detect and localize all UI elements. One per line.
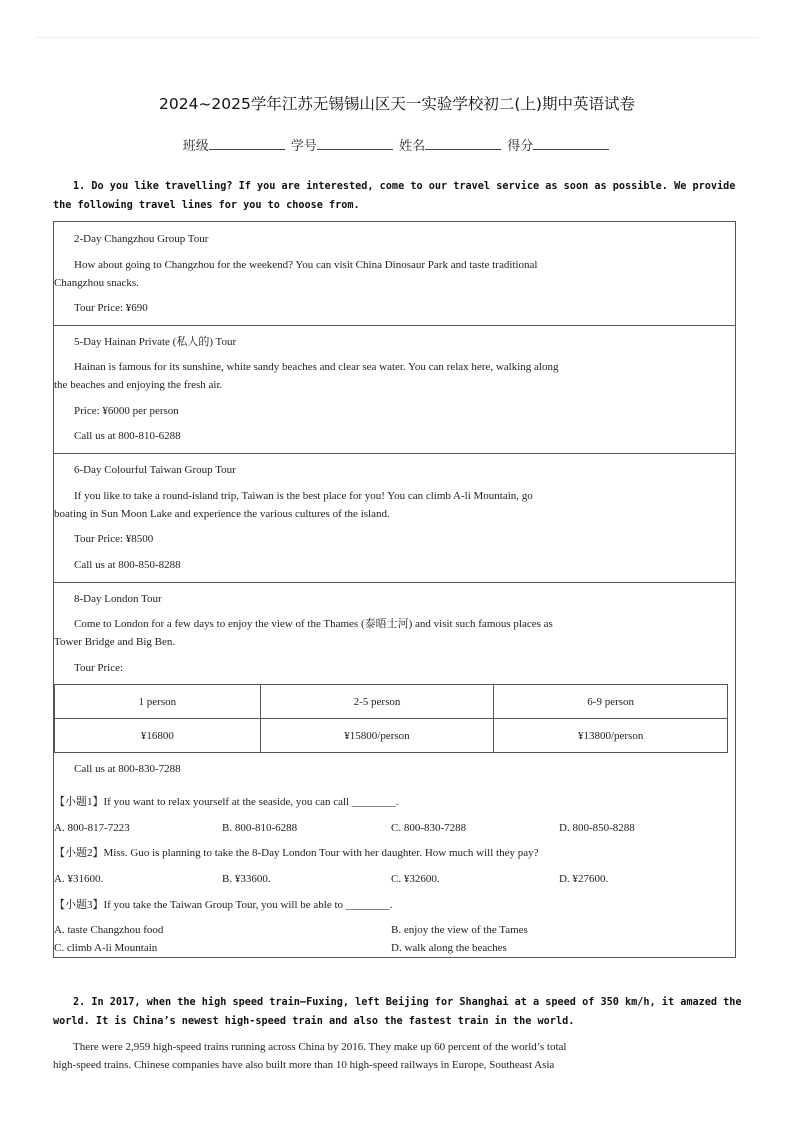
tour-description-line2: the beaches and enjoying the fresh air.: [54, 379, 223, 391]
london-price-table: [54, 684, 728, 753]
tour-description-line2: boating in Sun Moon Lake and experience the various cultures of the island.: [54, 508, 390, 520]
tour-description-line1: If you like to take a round-island trip, Taiwan is the best place for you! You can climb A-li Mountain, go: [74, 490, 533, 502]
question-1-stem-line2: the following travel lines for you to choose from.: [53, 199, 360, 211]
table-row: [55, 719, 728, 753]
option-b[interactable]: B. 800-810-6288: [222, 822, 298, 834]
exam-title: 2024~2025学年江苏无锡锡山区天一实验学校初二(上)期中英语试卷: [159, 95, 635, 113]
table-header-cell: 6-9 person: [494, 685, 728, 719]
option-c[interactable]: C. ¥32600.: [391, 873, 440, 885]
tour-name: 8-Day London Tour: [74, 593, 162, 605]
sub-question-2-stem: 【小题2】Miss. Guo is planning to take the 8-Day London Tour with her daughter. How much will they pay?: [54, 847, 539, 859]
option-a[interactable]: A. taste Changzhou food: [54, 924, 164, 936]
question-1-stem-line1: 1. Do you like travelling? If you are interested, come to our travel service as soon as possible. We provide: [73, 181, 736, 192]
tour-price: Tour Price: ¥690: [74, 302, 148, 314]
tour-name: 6-Day Colourful Taiwan Group Tour: [74, 464, 236, 476]
header-divider: [36, 37, 758, 38]
table-cell: ¥13800/person: [494, 719, 728, 753]
tour-description-line2: Tower Bridge and Big Ben.: [54, 636, 176, 648]
tour-price: Tour Price: ¥8500: [74, 533, 154, 545]
tour-phone: Call us at 800-810-6288: [74, 430, 181, 442]
question-2-stem-line2: world. It is China’s newest high-speed train and also the fastest train in the world.: [53, 1015, 575, 1027]
tour-description-line1: Hainan is famous for its sunshine, white sandy beaches and clear sea water. You can relax here, walking along: [74, 361, 559, 373]
student-number-label: 学号: [290, 139, 317, 154]
question-1-stem: [53, 178, 743, 215]
table-header-cell: 1 person: [55, 685, 261, 719]
option-d[interactable]: D. walk along the beaches: [391, 942, 507, 954]
question-2-stem: [53, 994, 743, 1031]
option-b[interactable]: B. ¥33600.: [222, 873, 271, 885]
student-info-row: [0, 135, 794, 154]
question-2-stem-line1: 2. In 2017, when the high speed train—Fuxing, left Beijing for Shanghai at a speed of 350 km/h, it amazed the: [73, 997, 742, 1008]
class-blank: [209, 139, 285, 150]
tour-description-line1: How about going to Changzhou for the weekend? You can visit China Dinosaur Park and taste traditional: [74, 259, 538, 271]
tour-section-changzhou: [54, 222, 735, 326]
option-b[interactable]: B. enjoy the view of the Tames: [391, 924, 528, 936]
name-label: 姓名: [399, 139, 426, 154]
tour-description-line1: Come to London for a few days to enjoy the view of the Thames (泰晤士河) and visit such famous places as: [74, 618, 553, 630]
student-number-blank: [317, 139, 393, 150]
table-row: [55, 685, 728, 719]
question-1-passage-box: [53, 221, 736, 958]
option-c[interactable]: C. 800-830-7288: [391, 822, 467, 834]
option-d[interactable]: D. 800-850-8288: [559, 822, 635, 834]
table-cell: ¥15800/person: [260, 719, 494, 753]
score-blank: [533, 139, 609, 150]
tour-name: 2-Day Changzhou Group Tour: [74, 233, 209, 245]
tour-section-taiwan: [54, 454, 735, 583]
tour-phone: Call us at 800-830-7288: [74, 763, 181, 775]
table-cell: ¥16800: [55, 719, 261, 753]
option-c[interactable]: C. climb A-li Mountain: [54, 942, 158, 954]
tour-section-hainan: [54, 326, 735, 454]
tour-description-line2: Changzhou snacks.: [54, 277, 139, 289]
table-header-cell: 2-5 person: [260, 685, 494, 719]
score-label: 得分: [507, 139, 534, 154]
tour-price-label: Tour Price:: [74, 662, 124, 674]
option-a[interactable]: A. 800-817-7223: [54, 822, 130, 834]
sub-question-3-stem: 【小题3】If you take the Taiwan Group Tour, you will be able to ________.: [54, 899, 393, 911]
tour-phone: Call us at 800-850-8288: [74, 559, 181, 571]
option-a[interactable]: A. ¥31600.: [54, 873, 104, 885]
option-d[interactable]: D. ¥27600.: [559, 873, 609, 885]
class-label: 班级: [182, 139, 209, 154]
passage-line: There were 2,959 high-speed trains running across China by 2016. They make up 60 percent of the world’s total: [73, 1041, 567, 1053]
sub-question-1-stem: 【小题1】If you want to relax yourself at the seaside, you can call ________.: [54, 796, 399, 808]
passage-line: high-speed trains. Chinese companies have also built more than 10 high-speed railways in Europe, Southeast Asia: [53, 1059, 555, 1071]
question-2-passage: [53, 1038, 736, 1074]
tour-price: Price: ¥6000 per person: [74, 405, 179, 417]
name-blank: [425, 139, 501, 150]
tour-name: 5-Day Hainan Private (私人的) Tour: [74, 336, 237, 348]
